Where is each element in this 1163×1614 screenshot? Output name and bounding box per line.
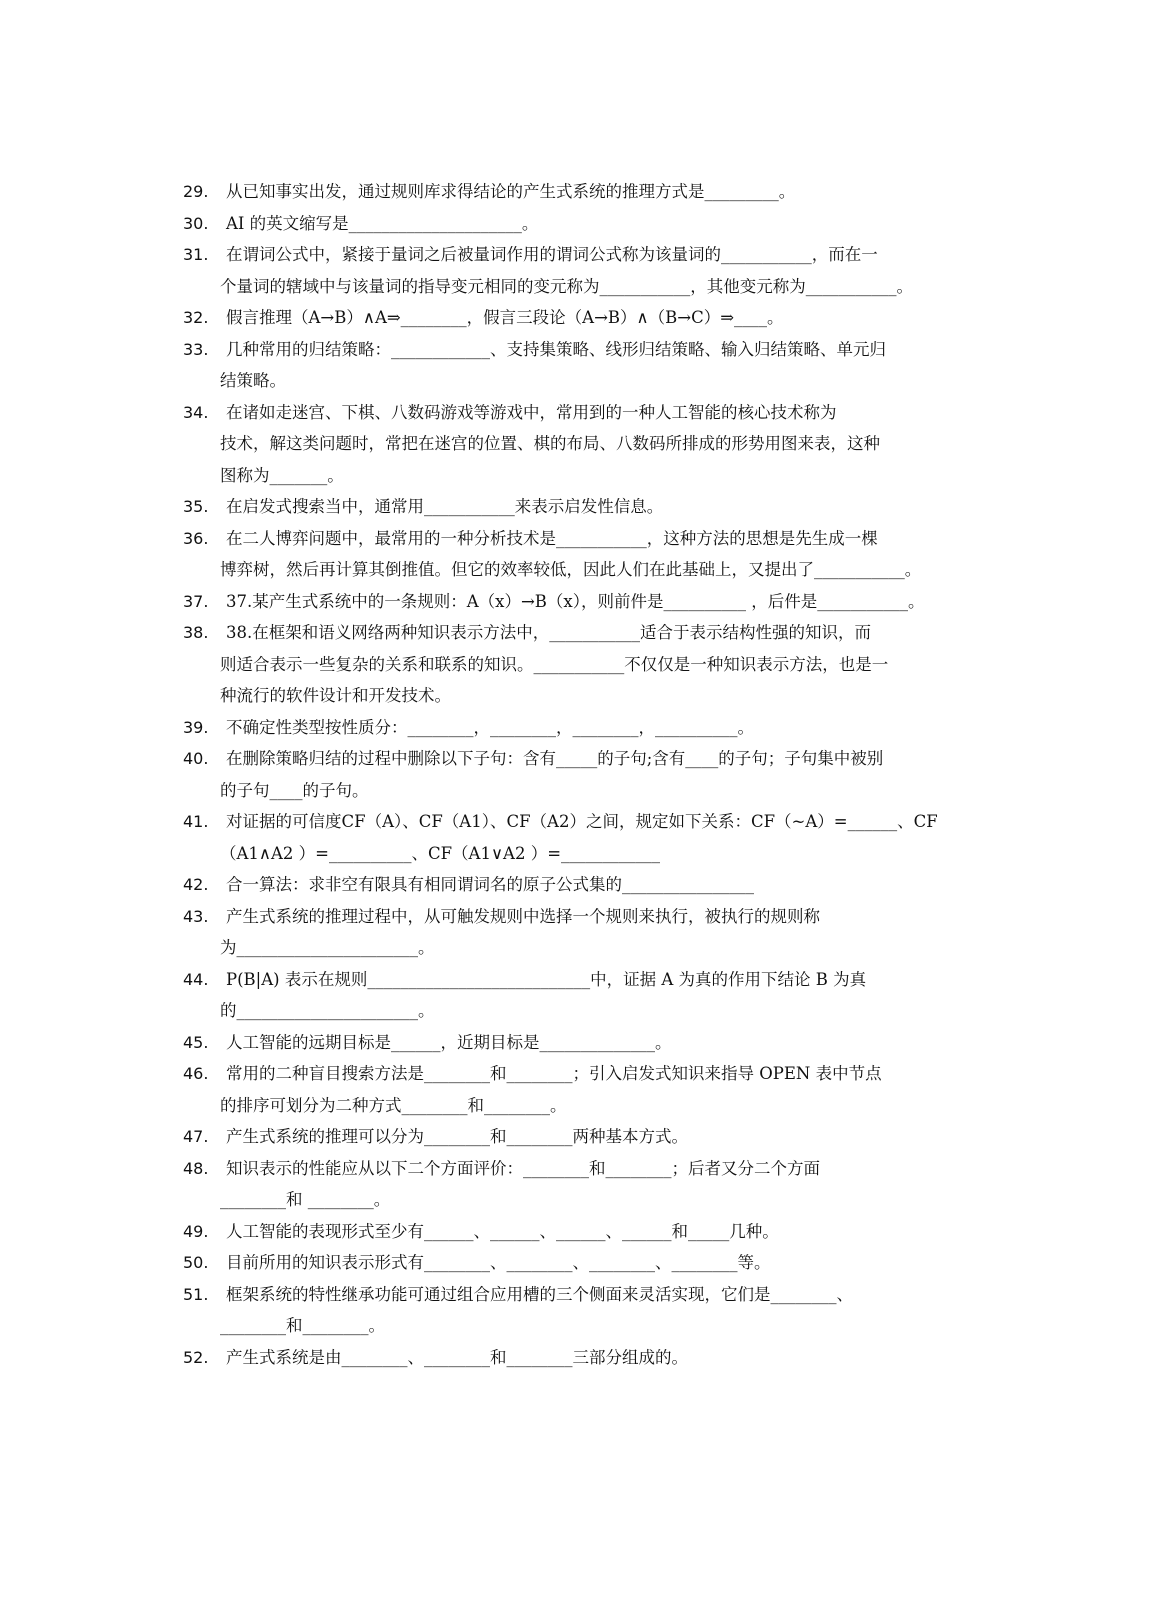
question-number: 50. <box>183 1253 209 1272</box>
question-item <box>0 586 1006 618</box>
question-number: 48. <box>183 1158 209 1178</box>
question-item <box>0 806 1006 869</box>
question-item <box>0 1342 1006 1374</box>
question-text-line: 对证据的可信度CF（A）、CF（A1）、CF（A2）之间，规定如下关系：CF（~A）=______、CF <box>226 812 938 831</box>
question-text-line: 几种常用的归结策略：____________、支持集策略、线形归结策略、输入归结策略、单元归 <box>226 339 886 359</box>
question-item <box>0 964 1006 1027</box>
question-text-line: 在谓词公式中，紧接于量词之后被量词作用的谓词公式称为该量词的___________，而在一 <box>226 245 878 264</box>
question-item <box>0 302 1006 334</box>
question-item <box>0 617 1006 712</box>
question-number: 46. <box>183 1064 209 1083</box>
question-item <box>0 523 1006 586</box>
question-text-line: 博弈树，然后再计算其倒推值。但它的效率较低，因此人们在此基础上，又提出了___________。 <box>220 560 922 579</box>
question-text-line: 在二人博弈问题中，最常用的一种分析技术是___________，这种方法的思想是先生成一棵 <box>226 528 878 548</box>
question-number: 45. <box>183 1032 209 1052</box>
question-item <box>0 1216 1006 1248</box>
question-text-line: 在启发式搜索当中，通常用___________来表示启发性信息。 <box>226 497 664 516</box>
question-text-line: 产生式系统的推理可以分为________和________两种基本方式。 <box>226 1127 688 1146</box>
question-text-line: 的排序可划分为二种方式________和________。 <box>220 1095 567 1115</box>
question-item <box>0 239 1006 302</box>
question-item <box>0 208 1006 240</box>
question-text-line: 38.在框架和语义网络两种知识表示方法中，___________适合于表示结构性强的知识，而 <box>226 623 871 642</box>
question-item <box>0 1247 1006 1279</box>
question-text-line: ________和________。 <box>220 1316 385 1335</box>
question-item <box>0 743 1006 806</box>
question-text-line: 37.某产生式系统中的一条规则：A（x）→B（x），则前件是__________ ，后件是___________。 <box>226 591 925 611</box>
question-list <box>0 176 1163 1373</box>
question-item <box>0 1027 1006 1059</box>
question-item <box>0 176 1006 208</box>
question-number: 30. <box>183 213 209 233</box>
question-text-line: 不确定性类型按性质分：________，________，________，__________。 <box>226 717 754 737</box>
question-text-line: 在删除策略归结的过程中删除以下子句：含有_____的子句;含有____的子句；子句集中被别 <box>226 749 884 768</box>
question-item <box>0 869 1006 901</box>
question-item <box>0 1058 1006 1121</box>
question-number: 49. <box>183 1221 209 1241</box>
question-text-line: 的子句____的子句。 <box>220 780 369 800</box>
question-item <box>0 1153 1006 1216</box>
question-number: 34. <box>183 402 209 422</box>
question-text-line: ________和 ________。 <box>220 1190 391 1209</box>
question-number: 43. <box>183 906 209 926</box>
question-text-line: 种流行的软件设计和开发技术。 <box>220 686 451 705</box>
question-number: 51. <box>183 1284 209 1304</box>
question-item <box>0 901 1006 964</box>
question-number: 44. <box>183 969 209 989</box>
question-text-line: 则适合表示一些复杂的关系和联系的知识。___________不仅仅是一种知识表示方法，也是一 <box>220 654 889 674</box>
question-text-line: 的______________________。 <box>220 1001 435 1020</box>
question-text-line: 技术，解这类问题时，常把在迷宫的位置、棋的布局、八数码所排成的形势用图来表，这种 <box>220 434 880 453</box>
question-number: 31. <box>183 245 209 264</box>
question-text-line: 产生式系统的推理过程中，从可触发规则中选择一个规则来执行，被执行的规则称 <box>226 906 820 926</box>
question-number: 29. <box>183 182 209 201</box>
question-text-line: 合一算法：求非空有限具有相同谓词名的原子公式集的________________ <box>226 875 754 894</box>
question-number: 38. <box>183 623 209 642</box>
question-text-line: （A1∧A2 ）=__________、CF（A1∨A2 ）=____________ <box>220 843 661 863</box>
question-text-line: 知识表示的性能应从以下二个方面评价：________和________；后者又分二个方面 <box>226 1158 820 1178</box>
question-text-line: 结策略。 <box>220 371 286 390</box>
question-text-line: 产生式系统是由________、________和________三部分组成的。 <box>226 1347 688 1367</box>
question-text-line: AI 的英文缩写是_____________________。 <box>226 213 539 233</box>
question-number: 41. <box>183 812 209 831</box>
question-text-line: 框架系统的特性继承功能可通过组合应用槽的三个侧面来灵活实现，它们是________、 <box>226 1284 853 1304</box>
question-text-line: 人工智能的远期目标是______，近期目标是______________。 <box>226 1032 672 1052</box>
question-number: 35. <box>183 497 209 516</box>
question-item <box>0 1121 1006 1153</box>
question-item <box>0 491 1006 523</box>
question-text-line: P(B|A) 表示在规则___________________________中，证据 A 为真的作用下结论 B 为真 <box>226 969 867 989</box>
question-number: 37. <box>183 591 209 611</box>
question-number: 32. <box>183 308 209 327</box>
question-number: 40. <box>183 749 209 768</box>
question-text-line: 图称为_______。 <box>220 465 344 485</box>
question-text-line: 常用的二种盲目搜索方法是________和________；引入启发式知识来指导 OPEN 表中节点 <box>226 1064 882 1083</box>
question-number: 42. <box>183 875 209 894</box>
question-item <box>0 334 1006 397</box>
question-text-line: 个量词的辖域中与该量词的指导变元相同的变元称为___________，其他变元称为___________。 <box>220 276 913 296</box>
question-text-line: 假言推理（A→B）∧A⇒________，假言三段论（A→B）∧（B→C）⇒____。 <box>226 308 784 327</box>
question-item <box>0 397 1006 492</box>
question-text-line: 目前所用的知识表示形式有________、________、________、________等。 <box>226 1253 771 1272</box>
question-number: 47. <box>183 1127 209 1146</box>
question-number: 39. <box>183 717 209 737</box>
question-text-line: 从已知事实出发，通过规则库求得结论的产生式系统的推理方式是_________。 <box>226 182 796 201</box>
question-number: 52. <box>183 1347 209 1367</box>
question-text-line: 人工智能的表现形式至少有______、______、______、______和_____几种。 <box>226 1221 779 1241</box>
question-item <box>0 712 1006 744</box>
question-item <box>0 1279 1006 1342</box>
question-number: 36. <box>183 528 209 548</box>
question-text-line: 为______________________。 <box>220 938 435 957</box>
question-text-line: 在诸如走迷宫、下棋、八数码游戏等游戏中，常用到的一种人工智能的核心技术称为 <box>226 402 837 422</box>
question-number: 33. <box>183 339 209 359</box>
